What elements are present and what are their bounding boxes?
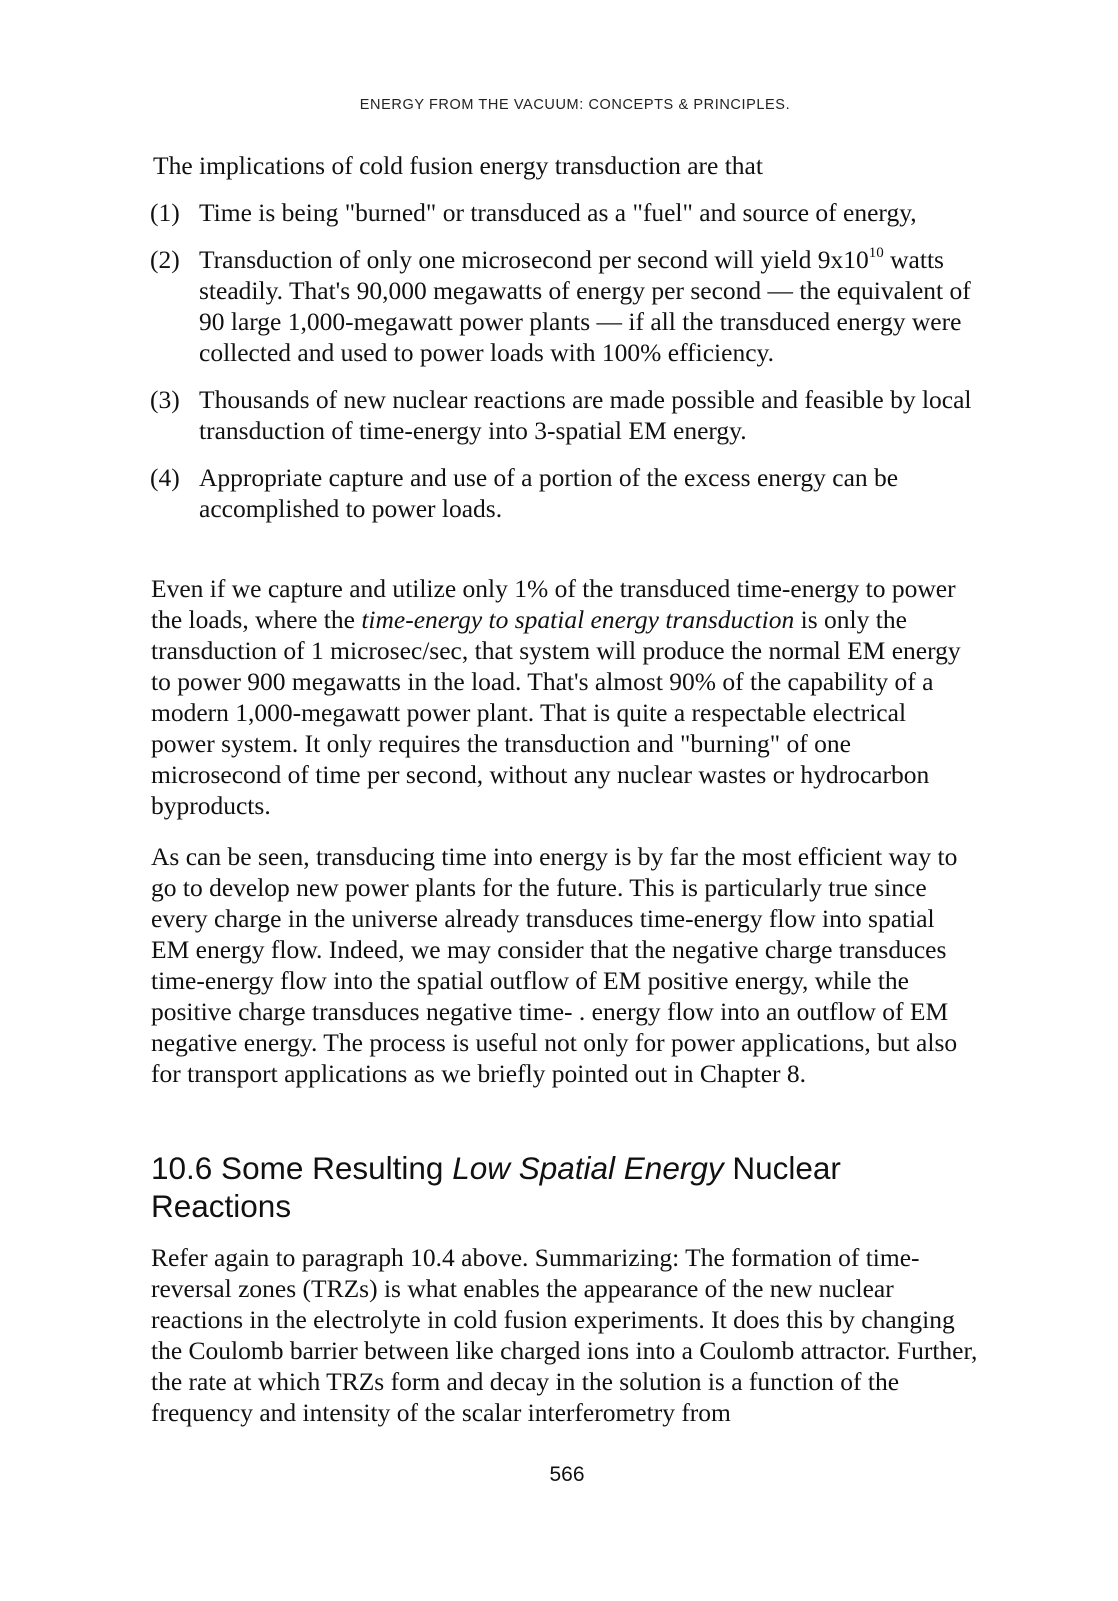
body-paragraph [151,573,971,821]
paragraph-text: Even if we capture and utilize only 1% of the transduced time-energy to power the loads, where the [151,574,956,634]
list-item-text-part: Transduction of only one microsecond per second will yield 9x10 [199,245,869,274]
list-item-number: (3) [150,385,180,414]
list-item-text: Appropriate capture and use of a portion of the excess energy can be accomplished to power loads. [199,463,899,523]
section-heading [151,1149,951,1225]
heading-text: 10.6 Some Resulting [151,1150,453,1186]
body-paragraph: As can be seen, transducing time into energy is by far the most efficient way to go to develop new power plants for the future. This is particularly true since every charge in the universe already transduces time-energy flow into spatial EM energy flow. Indeed, we may consider that the negative charge transduces time-energy flow into the spatial outflow of EM positive energy, while the positive charge transduces negative time- . energy flow into an outflow of EM negative energy. The process is useful not only for power applications, but also for transport applications as we briefly pointed out in Chapter 8. [151,842,958,1088]
list-item-number: (2) [150,245,180,274]
list-item [150,384,990,446]
list-item-text [199,244,984,368]
list-item [150,197,990,228]
italic-phrase: time-energy to spatial energy transduction [361,605,795,634]
list-item-number: (4) [150,463,180,492]
implications-list [150,197,990,540]
page-number: 566 [549,1463,585,1486]
list-item-number: (1) [150,198,180,227]
exponent: 10 [868,245,884,261]
list-item-text: Time is being "burned" or transduced as a "fuel" and source of energy, [199,198,917,227]
paragraph-text: is only the transduction of 1 microsec/sec, that system will produce the normal EM energy to power 900 megawatts in the load. That's almost 90% of the capability of a modern 1,000-megawatt power plant. That is quite a respectable electrical power system. It only requires the transduction and "burning" of one microsecond of time per second, without any nuclear wastes or hydrocarbon byproducts. [151,605,961,820]
list-item [150,462,990,524]
list-item-text-part: watts steadily. That's 90,000 megawatts of energy per second — the equivalent of 90 large 1,000-megawatt power plants — if all the transduced energy were collected and used to power loads with 100% efficiency. [199,245,971,367]
intro-sentence: The implications of cold fusion energy transduction are that [153,151,763,180]
heading-text: Nuclear Reactions [151,1150,841,1224]
body-paragraph: Refer again to paragraph 10.4 above. Summarizing: The formation of time-reversal zones (TRZs) is what enables the appearance of the new nuclear reactions in the electrolyte in cold fusion experiments. It does this by changing the Coulomb barrier between like charged ions into a Coulomb attractor. Further, the rate at which TRZs form and decay in the solution is a function of the frequency and intensity of the scalar interferometry from [151,1243,978,1427]
heading-italic: Low Spatial Energy [452,1150,724,1186]
running-head: ENERGY FROM THE VACUUM: CONCEPTS & PRINCIPLES. [359,97,791,113]
list-item-text: Thousands of new nuclear reactions are made possible and feasible by local transduction of time-energy into 3-spatial EM energy. [199,385,972,445]
list-item [150,244,990,368]
